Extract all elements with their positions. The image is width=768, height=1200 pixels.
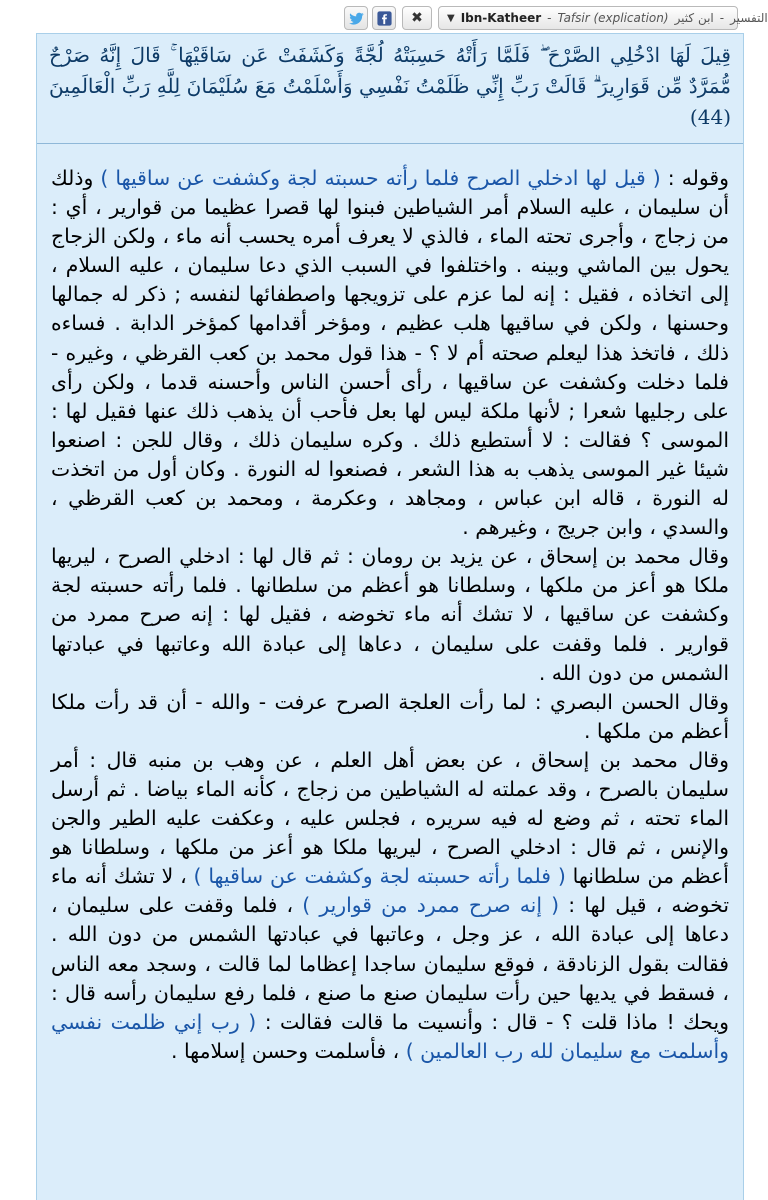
quran-quote: ( قيل لها ادخلي الصرح فلما رأته حسبته لجة وكشفت عن ساقيها ): [100, 166, 661, 190]
text-segment: وقوله :: [660, 166, 730, 190]
chevron-down-icon: ▼: [447, 12, 455, 24]
paragraph-4: [51, 746, 729, 1066]
tafsir-separator: -: [547, 11, 552, 25]
tafsir-body: [37, 144, 743, 1066]
close-icon: ✖: [411, 10, 423, 26]
text-segment: وذلك أن سليمان ، عليه السلام أمر الشياطين فبنوا لها قصرا عظيما من قوارير ، أي : من زجاج ، وأجرى تحته الماء ، فالذي لا يعرف أمره يحسب أنه ماء ، ولكن الزجاج يحول بين الماشي وبينه . واختلفوا في السبب الذي دعا سليمان ، عليه السلام ، إلى اتخاذه ، فقيل : إنه لما عزم على تزويجها واصطفائها لنفسه ; ذكر له جمالها وحسنها ، ولكن في ساقيها هلب عظيم ، ومؤخر أقدامها كمؤخر الدابة . فساءه ذلك ، فاتخذ هذا ليعلم صحته أم لا ؟ - هذا قول محمد بن كعب القرظي ، وغيره - فلما دخلت وكشفت عن ساقيها ، رأى أحسن الناس وأحسنه قدما ، ولكن رأى على رجليها شعرا ; لأنها ملكة ليس لها بعل فأحب أن يذهب ذلك عنها فقيل لها : الموسى ؟ فقالت : لا أستطيع ذلك . وكره سليمان ذلك ، وقال للجن : اصنعوا شيئا غير الموسى يذهب به هذا الشعر ، فصنعوا له النورة . وكان أول من اتخذت له النورة ، قاله ابن عباس ، ومجاهد ، وعكرمة ، ومحمد بن كعب القرظي ، والسدي ، وابن جريج ، وغيرهم .: [51, 166, 729, 540]
verse-text: قِيلَ لَهَا ادْخُلِي الصَّرْحَ ۖ فَلَمَّا رَأَتْهُ حَسِبَتْهُ لُجَّةً وَكَشَفَتْ عَن سَاقَيْهَا ۚ قَالَ إِنَّهُ صَرْحٌ مُّمَرَّدٌ مِّن قَوَارِيرَ ۗ قَالَتْ رَبِّ إِنِّي ظَلَمْتُ نَفْسِي وَأَسْلَمْتُ مَعَ سُلَيْمَانَ لِلَّهِ رَبِّ الْعَالَمِينَ (44): [49, 43, 731, 129]
tafsir-separator-2: -: [719, 11, 725, 25]
page: [24, 0, 768, 1200]
tafsir-panel: [36, 33, 744, 1200]
facebook-icon: [376, 10, 393, 27]
text-segment: ، لا تشك أنه ماء تخوضه ، قيل لها :: [51, 864, 729, 918]
text-segment: وقال محمد بن إسحاق ، عن بعض أهل العلم ، عن وهب بن منبه قال : أمر سليمان بالصرح ، وقد عملته له الشياطين من زجاج ، كأنه الماء بياضا . ثم أرسل الماء تحته ، ثم وضع له فيه سريره ، فجلس عليه ، وعكفت عليه الطير والجن والإنس ، ثم قال : ادخلي الصرح ، ليريها ملكا هو أعز من ملكها ، وسلطانا هو أعظم من سلطانها: [51, 747, 729, 889]
paragraph-2: وقال محمد بن إسحاق ، عن يزيد بن رومان : ثم قال لها : ادخلي الصرح ، ليريها ملكا هو أعز من ملكها ، وسلطانا هو أعظم من سلطانها . فلما رأته حسبته لجة وكشفت عن ساقيها ، لا تشك أنه ماء تخوضه ، فقيل لها : إنه صرح ممرد من قوارير . فلما وقفت على سليمان ، دعاها إلى عبادة الله وعاتبها في عبادتها الشمس من دون الله .: [51, 544, 729, 685]
facebook-button[interactable]: [372, 6, 396, 30]
paragraph-1: [51, 164, 729, 542]
toolbar: [340, 5, 768, 31]
twitter-button[interactable]: [344, 6, 368, 30]
tafsir-select[interactable]: [438, 6, 768, 30]
tafsir-detail: Tafsir (explication): [557, 11, 669, 25]
twitter-icon: [348, 10, 365, 27]
tafsir-label: التفسير: [730, 11, 768, 25]
text-segment: ، فلما وقفت على سليمان ، دعاها إلى عبادة الله ، عز وجل ، وعاتبها في عبادتها الشمس من دون الله . فقالت بقول الزنادقة ، فوقع سليمان ساجدا إعظاما لما قالت ، وسجد معه الناس ، فسقط في يديها حين رأت سليمان صنع ما صنع ، فلما رفع سليمان رأسه قال : ويحك ! ماذا قلت ؟ - قال : وأنسيت ما قالت فقالت :: [51, 893, 729, 1034]
text-segment: ، فأسلمت وحسن إسلامها .: [171, 1038, 406, 1063]
tafsir-author: ابن كثير: [674, 11, 714, 25]
quran-quote: ( إنه صرح ممرد من قوارير ): [302, 893, 560, 918]
quran-quote: ( فلما رأته حسبته لجة وكشفت عن ساقيها ): [193, 864, 566, 889]
tafsir-name: Ibn-Katheer: [460, 11, 542, 25]
close-button[interactable]: [402, 6, 432, 30]
paragraph-3: وقال الحسن البصري : لما رأت العلجة الصرح عرفت - والله - أن قد رأت ملكا أعظم من ملكها .: [51, 689, 729, 743]
quran-quote: ( رب إني ظلمت نفسي وأسلمت مع سليمان لله رب العالمين ): [51, 1009, 729, 1063]
